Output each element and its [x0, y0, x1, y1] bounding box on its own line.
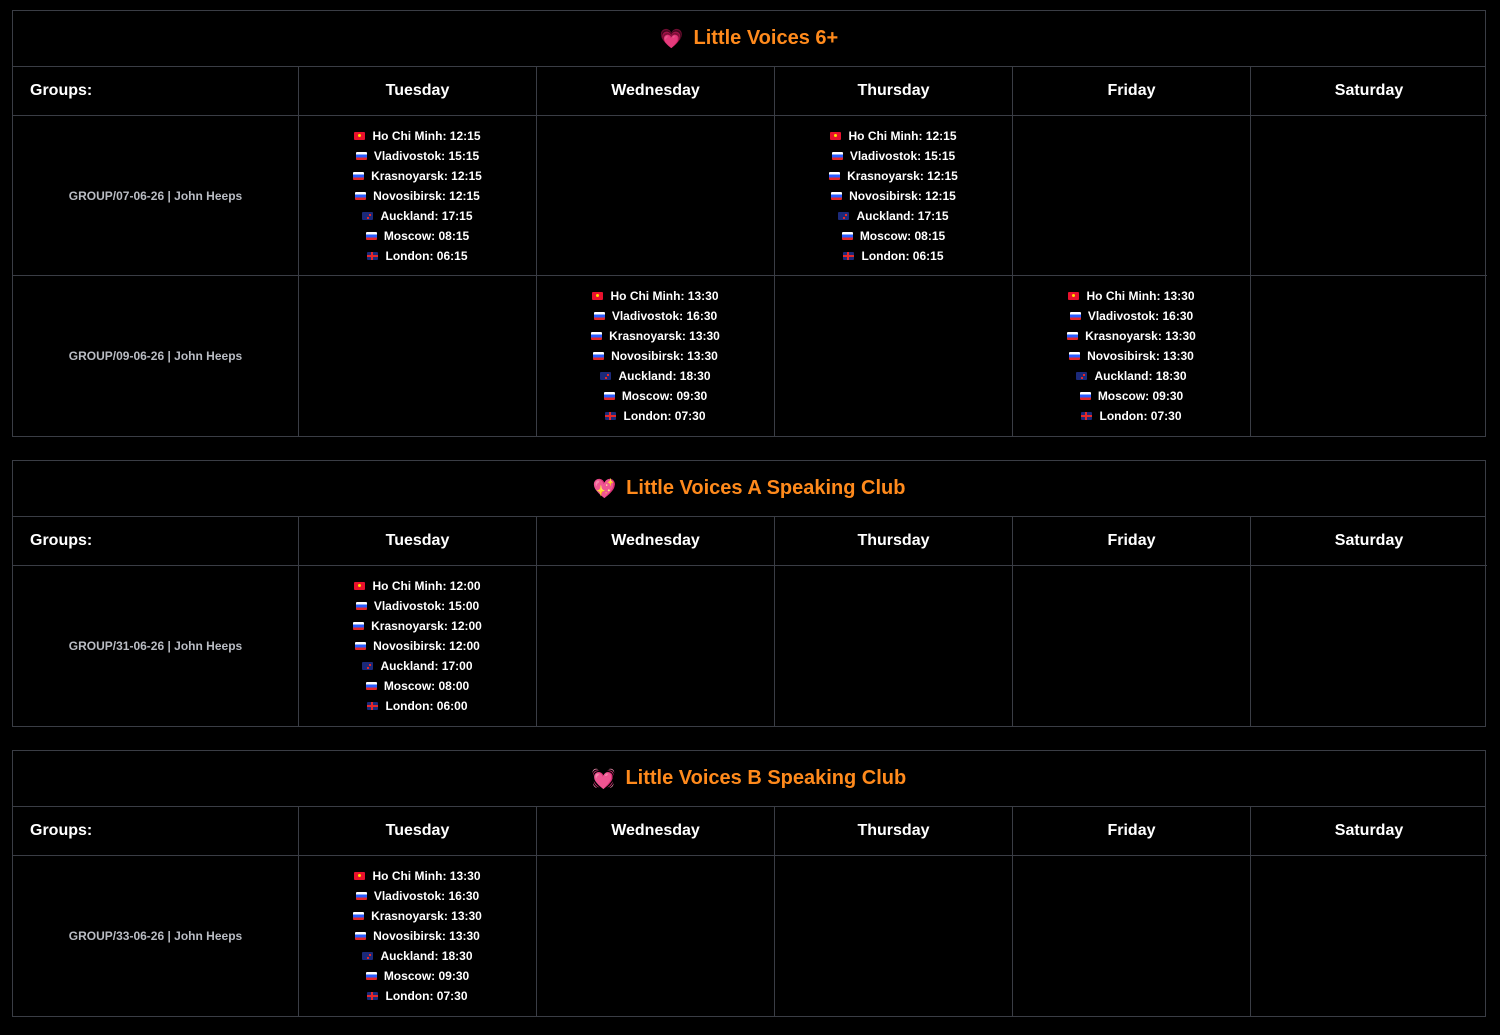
schedule-title-text: Little Voices A Speaking Club [626, 477, 906, 499]
time-entry-text: Ho Chi Minh: 12:00 [372, 579, 481, 593]
flag-vn-icon [1068, 292, 1079, 300]
time-entry-text: Novosibirsk: 13:30 [373, 929, 480, 943]
flag-ru-icon [356, 892, 367, 900]
flag-vn-icon [354, 132, 365, 140]
time-entry [353, 906, 482, 926]
schedule-title-text: Little Voices 6+ [693, 27, 839, 49]
time-entry-text: Moscow: 09:30 [621, 389, 708, 403]
day-header-saturday: Saturday [1250, 517, 1487, 566]
time-entry-text: Vladivostok: 16:30 [373, 889, 480, 903]
time-slot-cell [1012, 566, 1250, 726]
flag-ru-icon [1069, 352, 1080, 360]
day-header-tuesday: Tuesday [298, 67, 536, 116]
day-header-thursday: Thursday [774, 67, 1012, 116]
time-slot-cell [536, 566, 774, 726]
time-entry-text: Auckland: 18:30 [1094, 369, 1187, 383]
time-entry [354, 866, 480, 886]
schedule-title [13, 751, 1485, 807]
time-slot-cell [774, 116, 1012, 276]
group-cell [13, 566, 298, 726]
time-entry [829, 166, 958, 186]
time-entry [1068, 286, 1194, 306]
group-label: GROUP/31-06-26 | John Heeps [68, 639, 243, 653]
schedule-title [13, 461, 1485, 517]
time-entry [838, 206, 948, 226]
time-entry [1080, 386, 1183, 406]
time-entry [604, 386, 707, 406]
flag-ru-icon [353, 912, 364, 920]
flag-gb-icon [367, 992, 378, 1000]
time-slot-cell [298, 116, 536, 276]
flag-vn-icon [354, 582, 365, 590]
flag-vn-icon [830, 132, 841, 140]
schedule-table [12, 750, 1486, 1017]
time-entry-text: Ho Chi Minh: 13:30 [610, 289, 719, 303]
time-entry [356, 886, 479, 906]
flag-ru-icon [1067, 332, 1078, 340]
day-header-wednesday: Wednesday [536, 517, 774, 566]
flag-ru-icon [353, 622, 364, 630]
day-header-thursday: Thursday [774, 517, 1012, 566]
schedule-table [12, 460, 1486, 727]
time-entry [362, 656, 472, 676]
time-entry-text: Krasnoyarsk: 13:30 [1085, 329, 1196, 343]
time-entry [355, 186, 480, 206]
flag-vn-icon [354, 872, 365, 880]
time-entry-text: Ho Chi Minh: 13:30 [372, 869, 481, 883]
flag-ru-icon [831, 192, 842, 200]
time-entry [366, 966, 469, 986]
time-entry [366, 676, 469, 696]
day-header-saturday: Saturday [1250, 67, 1487, 116]
time-entry [353, 616, 482, 636]
flag-ru-icon [593, 352, 604, 360]
flag-ru-icon [355, 192, 366, 200]
group-label: GROUP/09-06-26 | John Heeps [68, 349, 243, 363]
flag-ru-icon [355, 642, 366, 650]
day-header-thursday: Thursday [774, 807, 1012, 856]
time-entry [356, 146, 479, 166]
time-entry-text: Krasnoyarsk: 12:15 [847, 168, 958, 183]
time-slot-cell [1250, 276, 1487, 436]
time-slot-cell [298, 566, 536, 726]
time-slot-cell [1012, 276, 1250, 436]
group-cell [13, 276, 298, 436]
time-entry [367, 246, 467, 266]
time-entry [842, 226, 945, 246]
time-entry-text: London: 06:15 [861, 248, 944, 263]
time-entry [605, 406, 705, 426]
time-entry [1067, 326, 1196, 346]
time-entry-text: Moscow: 09:30 [1097, 389, 1184, 403]
time-entry [1081, 406, 1181, 426]
time-entry [355, 926, 480, 946]
time-slot-cell [298, 276, 536, 436]
schedule-grid [13, 807, 1485, 1016]
day-header-wednesday: Wednesday [536, 67, 774, 116]
time-entry-text: Krasnoyarsk: 12:00 [371, 619, 482, 633]
time-slot-cell [536, 856, 774, 1016]
groups-header: Groups: [13, 517, 298, 566]
schedule-title-text: Little Voices B Speaking Club [625, 767, 907, 789]
time-entry-text: Novosibirsk: 12:00 [373, 639, 480, 653]
time-entry-text: Auckland: 18:30 [380, 949, 473, 963]
flag-ru-icon [1070, 312, 1081, 320]
time-slot-cell [1250, 566, 1487, 726]
time-entry-text: London: 07:30 [1099, 409, 1182, 423]
time-entry-text: Novosibirsk: 12:15 [373, 188, 480, 203]
time-entry-text: Novosibirsk: 13:30 [611, 349, 718, 363]
time-entry [367, 986, 467, 1006]
time-entry-text: Vladivostok: 15:00 [373, 599, 480, 613]
flag-gb-icon [1081, 412, 1092, 420]
flag-ru-icon [353, 172, 364, 180]
time-entry-text: Moscow: 08:00 [383, 679, 470, 693]
schedule-grid [13, 67, 1485, 436]
flag-nz-icon [362, 662, 373, 670]
group-label: GROUP/33-06-26 | John Heeps [68, 929, 243, 943]
flag-vn-icon [592, 292, 603, 300]
flag-gb-icon [843, 252, 854, 260]
time-entry-text: Ho Chi Minh: 13:30 [1086, 289, 1195, 303]
time-slot-cell [774, 856, 1012, 1016]
day-header-saturday: Saturday [1250, 807, 1487, 856]
flag-ru-icon [842, 232, 853, 240]
time-entry-text: London: 06:15 [385, 248, 468, 263]
time-entry [831, 186, 956, 206]
day-header-tuesday: Tuesday [298, 807, 536, 856]
flag-ru-icon [366, 232, 377, 240]
time-entry [353, 166, 482, 186]
time-entry-text: Vladivostok: 15:15 [373, 148, 480, 163]
flag-ru-icon [366, 682, 377, 690]
day-header-tuesday: Tuesday [298, 517, 536, 566]
time-slot-cell [774, 276, 1012, 436]
time-entry [362, 206, 472, 226]
time-entry-text: Auckland: 17:00 [380, 659, 473, 673]
time-entry [355, 636, 480, 656]
time-entry [591, 326, 720, 346]
time-entry-text: Krasnoyarsk: 13:30 [371, 909, 482, 923]
flag-nz-icon [362, 952, 373, 960]
time-entry-text: London: 07:30 [385, 989, 468, 1003]
schedule-table [12, 10, 1486, 437]
time-entry [592, 286, 718, 306]
group-label: GROUP/07-06-26 | John Heeps [68, 188, 243, 203]
time-slot-cell [1250, 856, 1487, 1016]
flag-ru-icon [829, 172, 840, 180]
time-entry [600, 366, 710, 386]
time-slot-cell [1012, 856, 1250, 1016]
groups-header: Groups: [13, 67, 298, 116]
time-entry-text: Moscow: 08:15 [383, 228, 470, 243]
time-entry-text: Ho Chi Minh: 12:15 [372, 128, 481, 143]
time-entry [356, 596, 479, 616]
heart-icon: 💗 [659, 28, 684, 50]
time-entry-text: Ho Chi Minh: 12:15 [848, 128, 957, 143]
time-entry [594, 306, 717, 326]
time-entry [362, 946, 472, 966]
time-slot-cell [536, 276, 774, 436]
time-entry [1069, 346, 1194, 366]
flag-nz-icon [1076, 372, 1087, 380]
time-slot-cell [536, 116, 774, 276]
day-header-friday: Friday [1012, 517, 1250, 566]
time-entry [832, 146, 955, 166]
time-slot-cell [298, 856, 536, 1016]
time-entry [830, 126, 956, 146]
flag-nz-icon [600, 372, 611, 380]
time-slot-cell [1250, 116, 1487, 276]
time-entry [354, 126, 480, 146]
schedule-grid [13, 517, 1485, 726]
day-header-friday: Friday [1012, 807, 1250, 856]
time-entry-text: Novosibirsk: 12:15 [849, 188, 956, 203]
time-entry [843, 246, 943, 266]
time-entry-text: Novosibirsk: 13:30 [1087, 349, 1194, 363]
time-entry-text: London: 07:30 [623, 409, 706, 423]
time-entry-text: Auckland: 17:15 [380, 208, 473, 223]
flag-ru-icon [604, 392, 615, 400]
flag-ru-icon [591, 332, 602, 340]
time-entry [1076, 366, 1186, 386]
flag-gb-icon [367, 252, 378, 260]
heart-icon: 💓 [591, 768, 616, 790]
schedule-title [13, 11, 1485, 67]
group-cell [13, 116, 298, 276]
day-header-friday: Friday [1012, 67, 1250, 116]
flag-ru-icon [356, 152, 367, 160]
flag-nz-icon [838, 212, 849, 220]
flag-ru-icon [832, 152, 843, 160]
time-slot-cell [774, 566, 1012, 726]
time-entry-text: Krasnoyarsk: 12:15 [371, 168, 482, 183]
flag-ru-icon [594, 312, 605, 320]
flag-gb-icon [367, 702, 378, 710]
time-entry [366, 226, 469, 246]
flag-ru-icon [355, 932, 366, 940]
time-entry [354, 576, 480, 596]
time-entry-text: Auckland: 18:30 [618, 369, 711, 383]
time-entry-text: Vladivostok: 16:30 [611, 309, 718, 323]
time-entry [367, 696, 467, 716]
time-entry-text: Moscow: 08:15 [859, 228, 946, 243]
flag-ru-icon [366, 972, 377, 980]
time-entry-text: London: 06:00 [385, 699, 468, 713]
time-entry-text: Krasnoyarsk: 13:30 [609, 329, 720, 343]
flag-ru-icon [1080, 392, 1091, 400]
flag-ru-icon [356, 602, 367, 610]
flag-gb-icon [605, 412, 616, 420]
time-entry-text: Vladivostok: 15:15 [849, 148, 956, 163]
time-entry-text: Moscow: 09:30 [383, 969, 470, 983]
time-entry-text: Vladivostok: 16:30 [1087, 309, 1194, 323]
time-entry [593, 346, 718, 366]
time-entry [1070, 306, 1193, 326]
heart-icon: 💖 [592, 478, 617, 500]
flag-nz-icon [362, 212, 373, 220]
groups-header: Groups: [13, 807, 298, 856]
time-slot-cell [1012, 116, 1250, 276]
day-header-wednesday: Wednesday [536, 807, 774, 856]
group-cell [13, 856, 298, 1016]
time-entry-text: Auckland: 17:15 [856, 208, 949, 223]
